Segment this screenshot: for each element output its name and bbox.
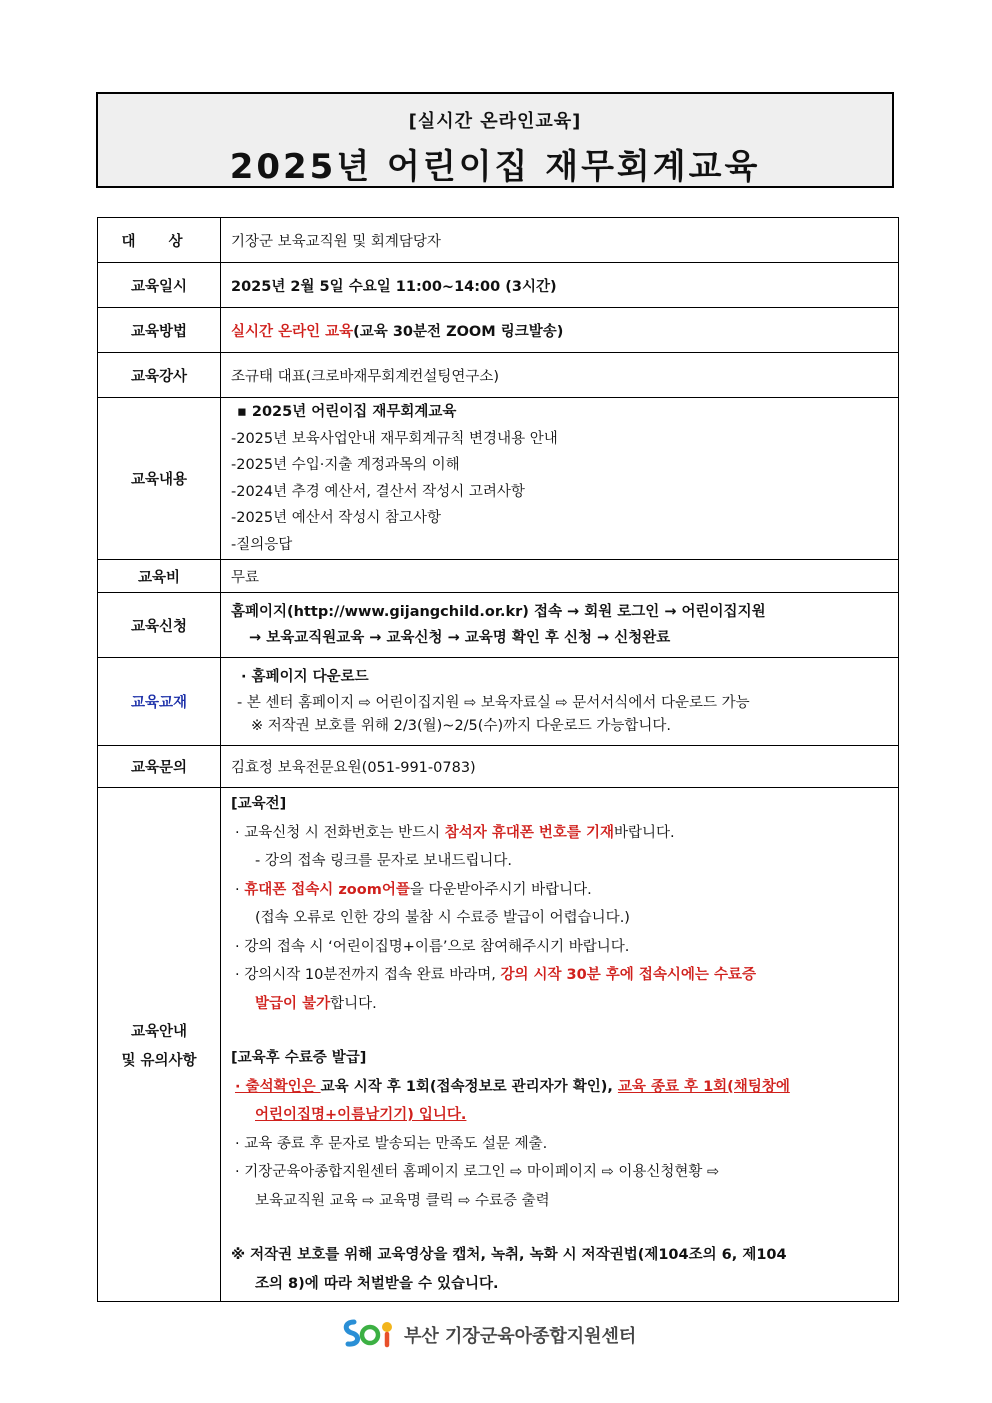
row-date [98, 263, 899, 308]
label-content: 교육내용 [98, 398, 221, 560]
row-fee [98, 560, 899, 593]
value-contact: 김효정 보육전문요원(051-991-0783) [221, 746, 899, 788]
notice-bullet: · 출석확인은 교육 시작 후 1회(접속정보로 관리자가 확인), 교육 종료 후 1회(채팅창에 [235, 1078, 790, 1095]
label-material: 교육교재 [98, 658, 221, 746]
notice-sub: (접속 오류로 인한 강의 불참 시 수료증 발급이 어렵습니다.) [255, 910, 630, 926]
value-instructor: 조규태 대표(크로바재무회계컨설팅연구소) [221, 353, 899, 398]
method-rest: (교육 30분전 ZOOM 링크발송) [353, 323, 564, 340]
notice-bullet: · 교육신청 시 전화번호는 반드시 참석자 휴대폰 번호를 기재바랍니다. [235, 824, 675, 841]
page-title: 2025년 어린이집 재무회계교육 [229, 147, 761, 187]
row-instructor [98, 353, 899, 398]
label-instructor: 교육강사 [98, 353, 221, 398]
value-material [221, 658, 899, 746]
title-box [96, 92, 894, 188]
notice-sub: 보육교직원 교육 ⇨ 교육명 클릭 ⇨ 수료증 출력 [255, 1192, 550, 1209]
label-contact: 교육문의 [98, 746, 221, 788]
spacer [231, 1215, 888, 1241]
label-notice [98, 788, 221, 1302]
footer [340, 1318, 636, 1352]
content-item: -질의응답 [231, 536, 293, 553]
notice-bullet: · 강의시작 10분전까지 접속 완료 바라며, 강의 시작 30분 후에 접속시에는 수료증 [235, 967, 756, 983]
content-item: -2024년 추경 예산서, 결산서 작성시 고려사항 [231, 483, 525, 500]
notice-label-1: 교육안내 [130, 1023, 188, 1040]
row-content [98, 398, 899, 560]
value-fee: 무료 [221, 560, 899, 593]
notice-after-heading: [교육후 수료증 발급] [231, 1050, 367, 1066]
value-date: 2025년 2월 5일 수요일 11:00~14:00 (3시간) [221, 263, 899, 308]
value-target: 기장군 보육교직원 및 회계담당자 [221, 218, 899, 263]
notice-sub: 어린이집명+이름남기기) 입니다. [255, 1107, 467, 1123]
content-item: -2025년 수입·지출 계정과목의 이해 [231, 457, 460, 473]
label-date: 교육일시 [98, 263, 221, 308]
row-notice [98, 788, 899, 1302]
label-apply: 교육신청 [98, 593, 221, 658]
notice-bullet: · 강의 접속 시 ‘어린이집명+이름’으로 참여해주시기 바랍니다. [235, 938, 630, 955]
copyright-notice-1: ※ 저작권 보호를 위해 교육영상을 캡처, 녹취, 녹화 시 저작권법(제104조의 6, 제104 [231, 1247, 787, 1263]
label-method: 교육방법 [98, 308, 221, 353]
content-item: -2025년 예산서 작성시 참고사항 [231, 510, 442, 526]
row-contact [98, 746, 899, 788]
row-target [98, 218, 899, 263]
content-heading: ▪ 2025년 어린이집 재무회계교육 [237, 404, 457, 420]
copyright-notice-2: 조의 8)에 따라 처벌받을 수 있습니다. [255, 1275, 499, 1292]
notice-bullet: · 휴대폰 접속시 zoom어플을 다운받아주시기 바랍니다. [235, 881, 592, 898]
notice-label-2: 및 유의사항 [121, 1052, 197, 1069]
spacer [231, 1018, 888, 1044]
value-method [221, 308, 899, 353]
label-target: 대 상 [98, 218, 221, 263]
title-subtitle: [실시간 온라인교육] [408, 111, 582, 132]
center-logo-icon [340, 1318, 398, 1352]
content-item: -2025년 보육사업안내 재무회계규칙 변경내용 안내 [231, 430, 558, 447]
label-fee: 교육비 [98, 560, 221, 593]
apply-line-2: → 보육교직원교육 → 교육신청 → 교육명 확인 후 신청 → 신청완료 [249, 630, 671, 646]
info-table [97, 217, 899, 1302]
notice-bullet: · 기장군육아종합지원센터 홈페이지 로그인 ⇨ 마이페이지 ⇨ 이용신청현황 ⇨ [235, 1164, 720, 1180]
row-method [98, 308, 899, 353]
material-heading: · 홈페이지 다운로드 [241, 668, 369, 685]
apply-line-1: 홈페이지(http://www.gijangchild.or.kr) 접속 → 회원 로그인 → 어린이집지원 [231, 603, 766, 620]
notice-sub: 발급이 불가합니다. [255, 995, 377, 1012]
material-line-2: ※ 저작권 보호를 위해 2/3(월)~2/5(수)까지 다운로드 가능합니다. [251, 717, 672, 734]
notice-sub: - 강의 접속 링크를 문자로 보내드립니다. [255, 853, 512, 869]
notice-before-heading: [교육전] [231, 796, 287, 812]
notice-bullet: · 교육 종료 후 문자로 발송되는 만족도 설문 제출. [235, 1135, 548, 1152]
value-notice [221, 788, 899, 1302]
row-material [98, 658, 899, 746]
row-apply [98, 593, 899, 658]
footer-org-name: 부산 기장군육아종합지원센터 [404, 1326, 637, 1347]
value-content [221, 398, 899, 560]
value-apply [221, 593, 899, 658]
method-highlight: 실시간 온라인 교육 [231, 323, 354, 340]
material-line-1: - 본 센터 홈페이지 ⇨ 어린이집지원 ⇨ 보육자료실 ⇨ 문서서식에서 다운로드 가능 [237, 695, 750, 712]
